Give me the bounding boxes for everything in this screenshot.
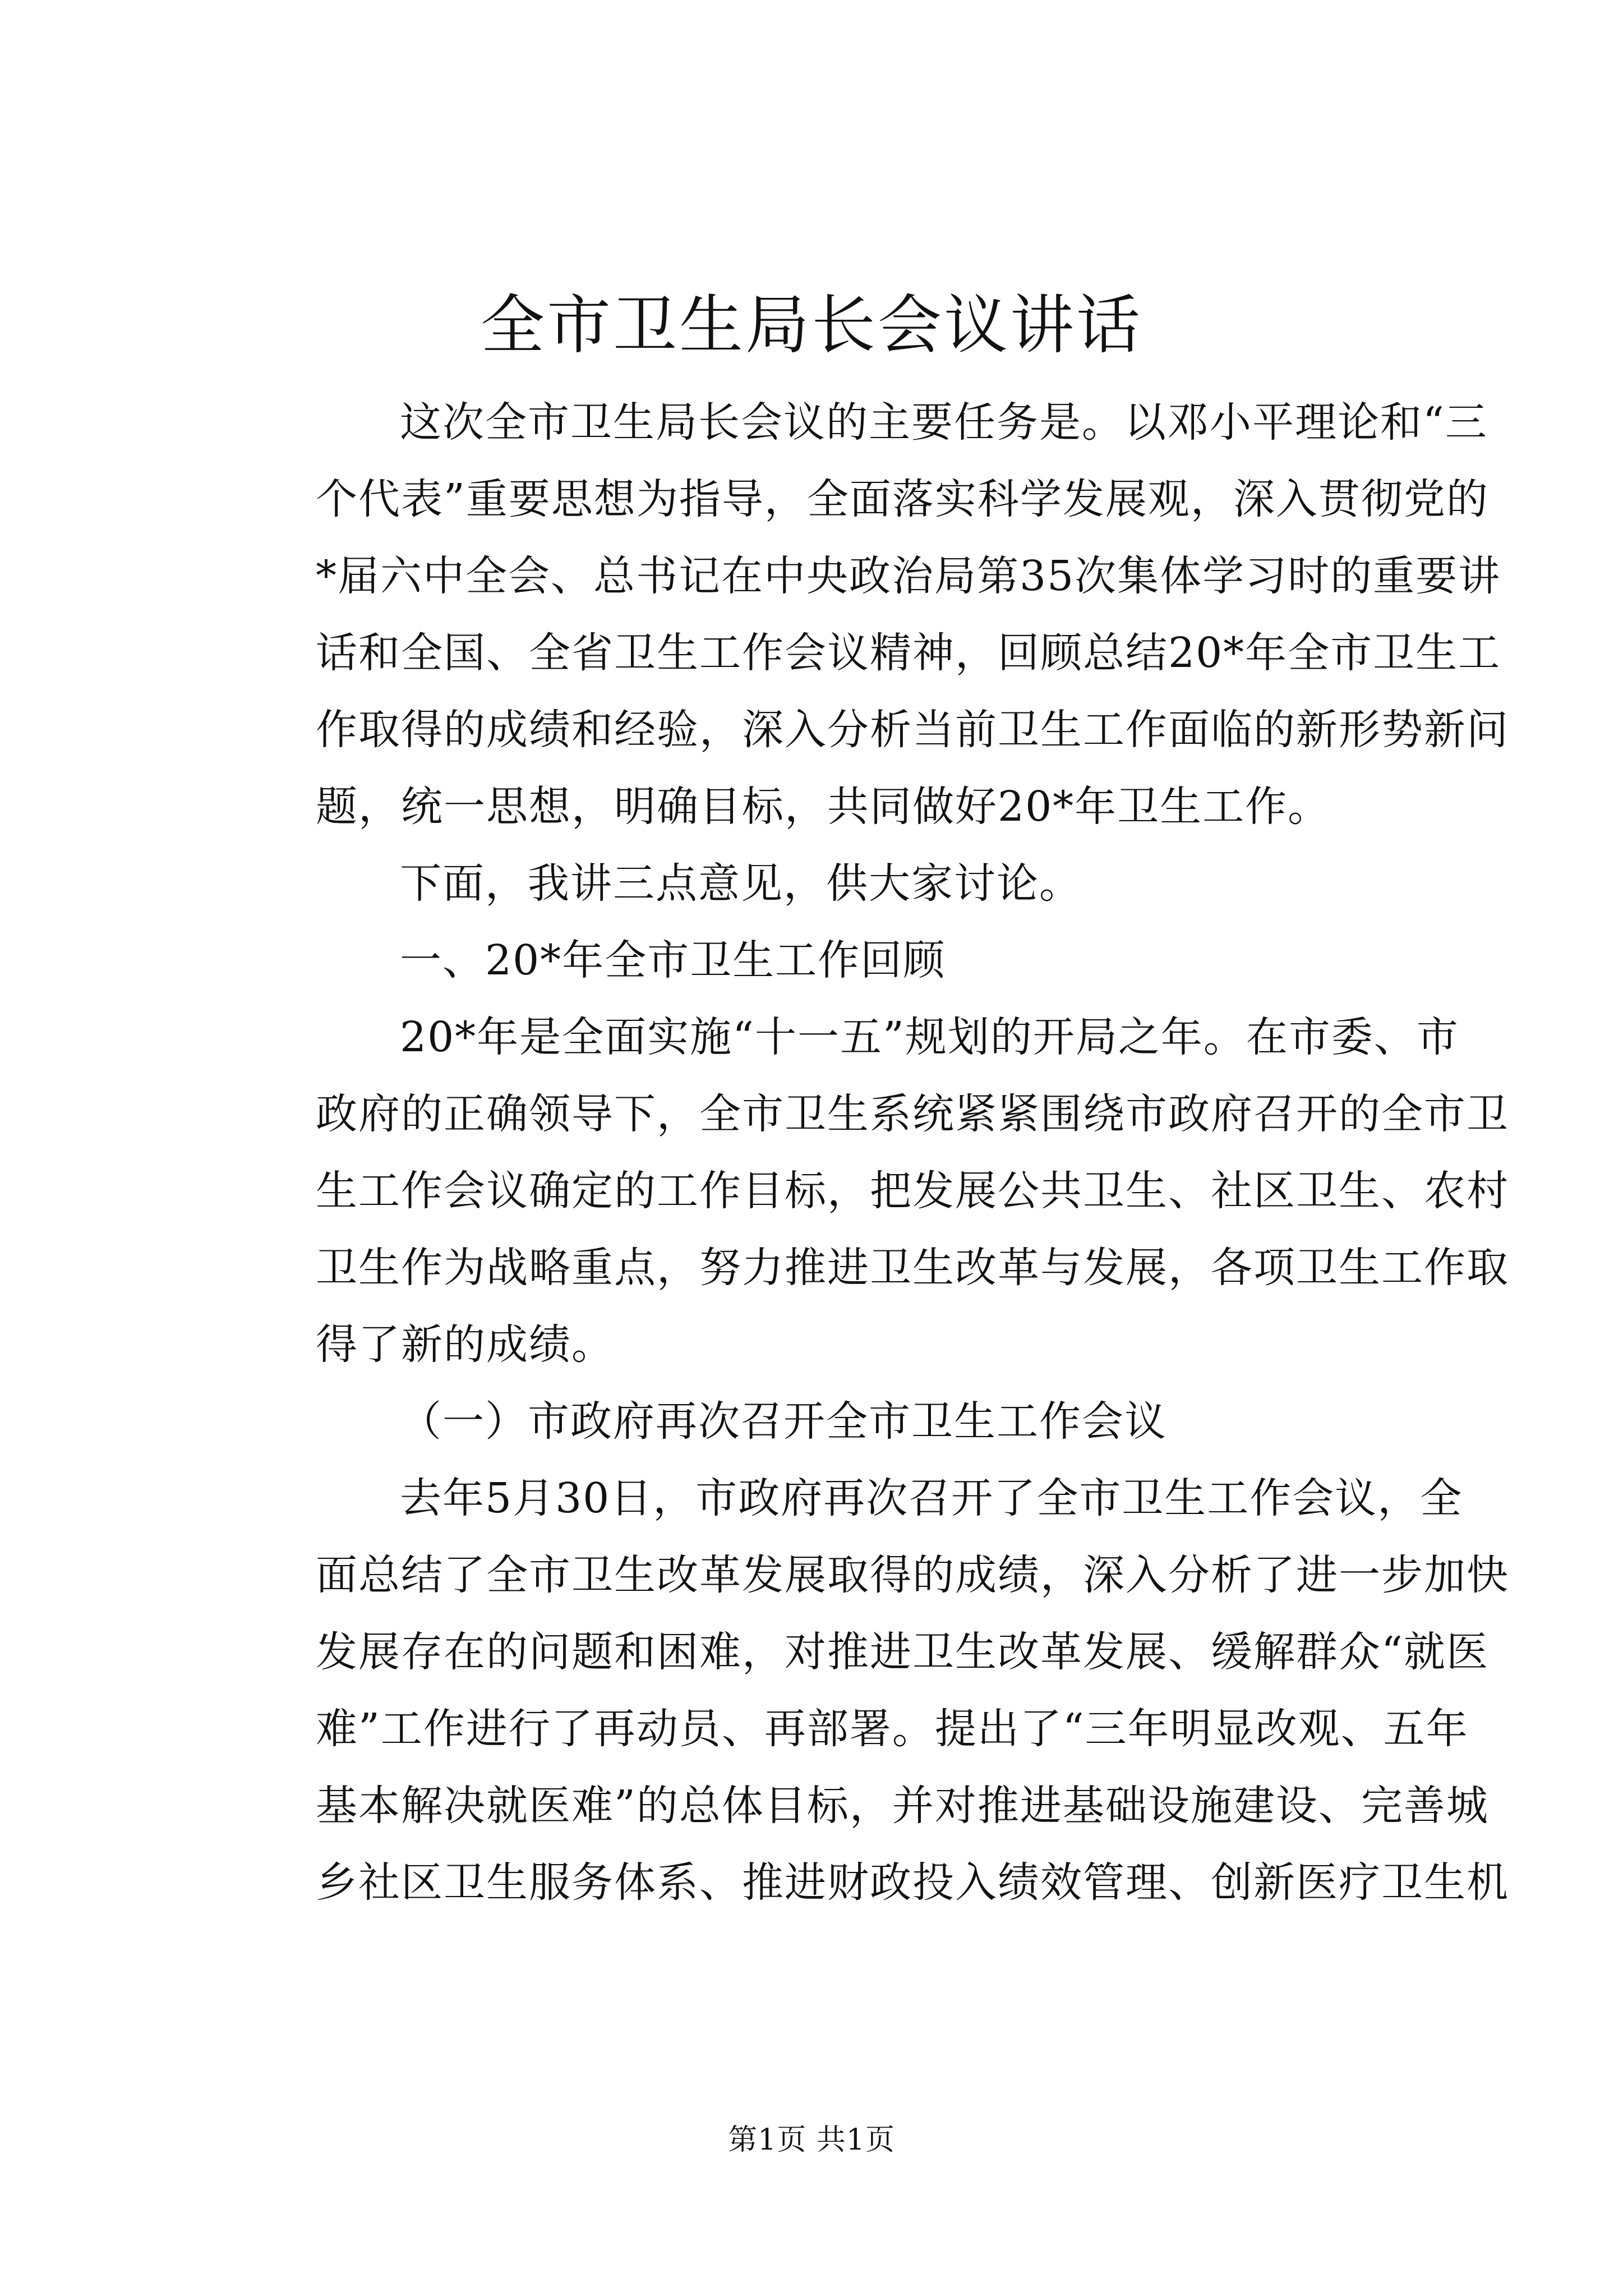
page-number: 第1页 共1页 xyxy=(728,2123,895,2157)
text-line: 个代表”重要思想为指导，全面落实科学发展观，深入贯彻党的 xyxy=(316,475,1489,523)
document-title: 全市卫生局长会议讲话 xyxy=(480,288,1142,362)
text-line: 作取得的成绩和经验，深入分析当前卫生工作面临的新形势新问 xyxy=(316,706,1509,754)
text-line: 政府的正确领导下，全市卫生系统紧紧围绕市政府召开的全市卫 xyxy=(316,1090,1509,1138)
text-line: 卫生作为战略重点，努力推进卫生改革与发展，各项卫生工作取 xyxy=(316,1244,1509,1292)
subsection-heading-1 xyxy=(233,1383,1422,1460)
text-line: 生工作会议确定的工作目标，把发展公共卫生、社区卫生、农村 xyxy=(316,1167,1509,1215)
text-line: 一、20*年全市卫生工作回顾 xyxy=(400,936,946,984)
paragraph-meeting xyxy=(233,1460,1509,1921)
document-body xyxy=(233,384,1509,1921)
text-line: 发展存在的问题和困难，对推进卫生改革发展、缓解群众“就医 xyxy=(316,1628,1489,1676)
text-line: 乡社区卫生服务体系、推进财政投入绩效管理、创新医疗卫生机 xyxy=(316,1858,1509,1907)
text-line: 面总结了全市卫生改革发展取得的成绩，深入分析了进一步加快 xyxy=(316,1551,1509,1599)
text-line: *届六中全会、总书记在中央政治局第35次集体学习时的重要讲 xyxy=(316,552,1501,600)
text-line: 去年5月30日，市政府再次召开了全市卫生工作会议，全 xyxy=(400,1474,1463,1522)
text-line: 这次全市卫生局长会议的主要任务是。以邓小平理论和“三 xyxy=(400,398,1488,447)
paragraph-outline xyxy=(233,845,1422,922)
text-line: 20*年是全面实施“十一五”规划的开局之年。在市委、市 xyxy=(400,1013,1459,1061)
text-line: 话和全国、全省卫生工作会议精神，回顾总结20*年全市卫生工 xyxy=(316,629,1501,677)
paragraph-intro xyxy=(233,384,1509,845)
text-line: （一）市政府再次召开全市卫生工作会议 xyxy=(400,1397,1167,1446)
text-line: 下面，我讲三点意见，供大家讨论。 xyxy=(400,859,1082,908)
text-line: 得了新的成绩。 xyxy=(316,1320,614,1369)
text-line: 题，统一思想，明确目标，共同做好20*年卫生工作。 xyxy=(316,783,1331,831)
text-line: 基本解决就医难”的总体目标，并对推进基础设施建设、完善城 xyxy=(316,1782,1489,1830)
paragraph-review xyxy=(233,999,1509,1383)
text-line: 难”工作进行了再动员、再部署。提出了“三年明显改观、五年 xyxy=(316,1705,1469,1753)
section-heading-1 xyxy=(233,922,1422,999)
